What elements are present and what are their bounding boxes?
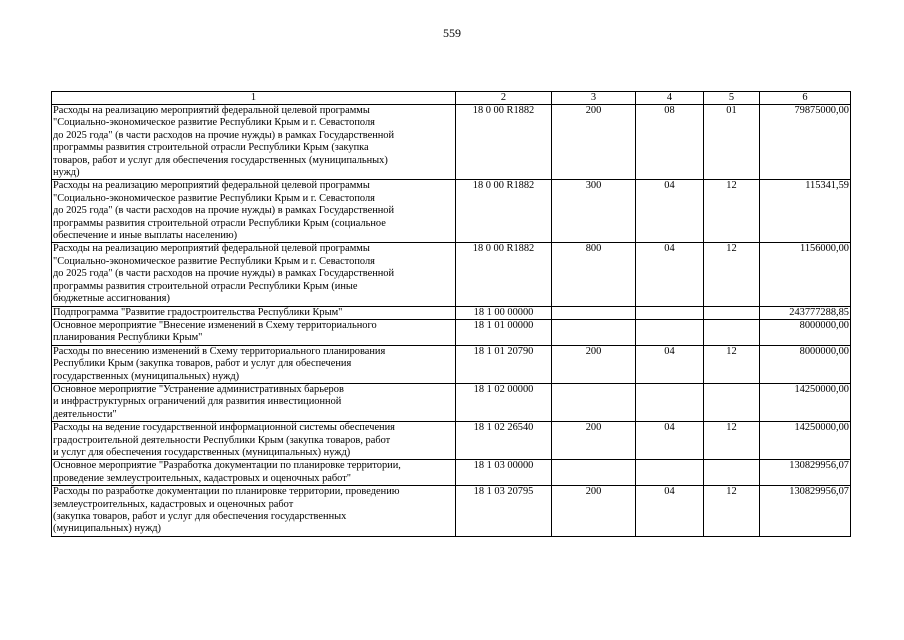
table-row bbox=[52, 383, 851, 421]
table-row bbox=[52, 105, 851, 180]
table-row bbox=[52, 460, 851, 486]
row-expense-type bbox=[552, 460, 636, 486]
row-amount: 14250000,00 bbox=[760, 383, 851, 421]
row-section bbox=[636, 306, 704, 319]
row-expense-type bbox=[552, 319, 636, 345]
row-subsection bbox=[704, 319, 760, 345]
row-description: Расходы по разработке документации по планировке территории, проведению землеустроительных, кадастровых и оценочных работ (закупка товаров, работ и услуг для обеспечения государственных (муниципальных) нужд) bbox=[52, 486, 456, 537]
row-subsection bbox=[704, 460, 760, 486]
row-expense-type bbox=[552, 306, 636, 319]
row-description: Расходы на реализацию мероприятий федеральной целевой программы "Социально-экономическое развитие Республики Крым и г. Севастополя до 2025 года" (в части расходов на прочие нужды) в рамках Государственной программы развития строительной отрасли Республики Крым (социальное обеспечение и иные выплаты населению) bbox=[52, 180, 456, 243]
row-amount: 79875000,00 bbox=[760, 105, 851, 180]
table-row bbox=[52, 486, 851, 537]
row-subsection bbox=[704, 383, 760, 421]
budget-table bbox=[51, 91, 851, 537]
row-expense-type bbox=[552, 383, 636, 421]
row-expense-type: 200 bbox=[552, 345, 636, 383]
row-target-code: 18 1 02 00000 bbox=[456, 383, 552, 421]
row-subsection: 12 bbox=[704, 345, 760, 383]
row-amount: 1156000,00 bbox=[760, 243, 851, 306]
row-section: 04 bbox=[636, 422, 704, 460]
row-expense-type: 300 bbox=[552, 180, 636, 243]
row-expense-type: 200 bbox=[552, 486, 636, 537]
row-section bbox=[636, 460, 704, 486]
header-col-5: 5 bbox=[704, 92, 760, 105]
row-amount: 8000000,00 bbox=[760, 345, 851, 383]
header-col-6: 6 bbox=[760, 92, 851, 105]
row-description: Расходы на ведение государственной информационной системы обеспечения градостроительной деятельности Республики Крым (закупка товаров, работ и услуг для обеспечения государственных (муниципальных) нужд) bbox=[52, 422, 456, 460]
row-description: Подпрограмма "Развитие градостроительства Республики Крым" bbox=[52, 306, 456, 319]
table-row bbox=[52, 306, 851, 319]
table-row bbox=[52, 180, 851, 243]
row-section: 08 bbox=[636, 105, 704, 180]
row-description: Основное мероприятие "Внесение изменений в Схему территориального планирования Республики Крым" bbox=[52, 319, 456, 345]
row-subsection: 12 bbox=[704, 243, 760, 306]
header-col-1: 1 bbox=[52, 92, 456, 105]
row-section: 04 bbox=[636, 486, 704, 537]
row-target-code: 18 1 03 20795 bbox=[456, 486, 552, 537]
row-target-code: 18 1 02 26540 bbox=[456, 422, 552, 460]
row-target-code: 18 1 01 00000 bbox=[456, 319, 552, 345]
row-section bbox=[636, 383, 704, 421]
row-target-code: 18 1 00 00000 bbox=[456, 306, 552, 319]
header-col-3: 3 bbox=[552, 92, 636, 105]
header-col-4: 4 bbox=[636, 92, 704, 105]
row-section bbox=[636, 319, 704, 345]
row-subsection: 12 bbox=[704, 486, 760, 537]
row-description: Расходы на реализацию мероприятий федеральной целевой программы "Социально-экономическое развитие Республики Крым и г. Севастополя до 2025 года" (в части расходов на прочие нужды) в рамках Государственной программы развития строительной отрасли Республики Крым (иные бюджетные ассигнования) bbox=[52, 243, 456, 306]
table-header-row bbox=[52, 92, 851, 105]
row-amount: 14250000,00 bbox=[760, 422, 851, 460]
table-row bbox=[52, 422, 851, 460]
page-number: 559 bbox=[443, 26, 461, 40]
table-row bbox=[52, 319, 851, 345]
row-section: 04 bbox=[636, 345, 704, 383]
row-amount: 115341,59 bbox=[760, 180, 851, 243]
row-target-code: 18 0 00 R1882 bbox=[456, 243, 552, 306]
row-expense-type: 200 bbox=[552, 105, 636, 180]
row-subsection: 12 bbox=[704, 422, 760, 460]
row-target-code: 18 1 01 20790 bbox=[456, 345, 552, 383]
row-subsection: 01 bbox=[704, 105, 760, 180]
row-subsection bbox=[704, 306, 760, 319]
header-col-2: 2 bbox=[456, 92, 552, 105]
row-target-code: 18 0 00 R1882 bbox=[456, 105, 552, 180]
row-section: 04 bbox=[636, 180, 704, 243]
row-amount: 130829956,07 bbox=[760, 460, 851, 486]
row-amount: 243777288,85 bbox=[760, 306, 851, 319]
row-subsection: 12 bbox=[704, 180, 760, 243]
row-description: Расходы по внесению изменений в Схему территориального планирования Республики Крым (закупка товаров, работ и услуг для обеспечения государственных (муниципальных) нужд) bbox=[52, 345, 456, 383]
row-target-code: 18 1 03 00000 bbox=[456, 460, 552, 486]
table-row bbox=[52, 243, 851, 306]
row-target-code: 18 0 00 R1882 bbox=[456, 180, 552, 243]
row-expense-type: 800 bbox=[552, 243, 636, 306]
row-amount: 130829956,07 bbox=[760, 486, 851, 537]
row-amount: 8000000,00 bbox=[760, 319, 851, 345]
row-description: Основное мероприятие "Устранение административных барьеров и инфраструктурных ограничений для развития инвестиционной деятельности" bbox=[52, 383, 456, 421]
row-description: Основное мероприятие "Разработка документации по планировке территории, проведение землеустроительных, кадастровых и оценочных работ" bbox=[52, 460, 456, 486]
row-description: Расходы на реализацию мероприятий федеральной целевой программы "Социально-экономическое развитие Республики Крым и г. Севастополя до 2025 года" (в части расходов на прочие нужды) в рамках Государственной программы развития строительной отрасли Республики Крым (закупка товаров, работ и услуг для обеспечения государственных (муниципальных) нужд) bbox=[52, 105, 456, 180]
table-row bbox=[52, 345, 851, 383]
row-expense-type: 200 bbox=[552, 422, 636, 460]
row-section: 04 bbox=[636, 243, 704, 306]
